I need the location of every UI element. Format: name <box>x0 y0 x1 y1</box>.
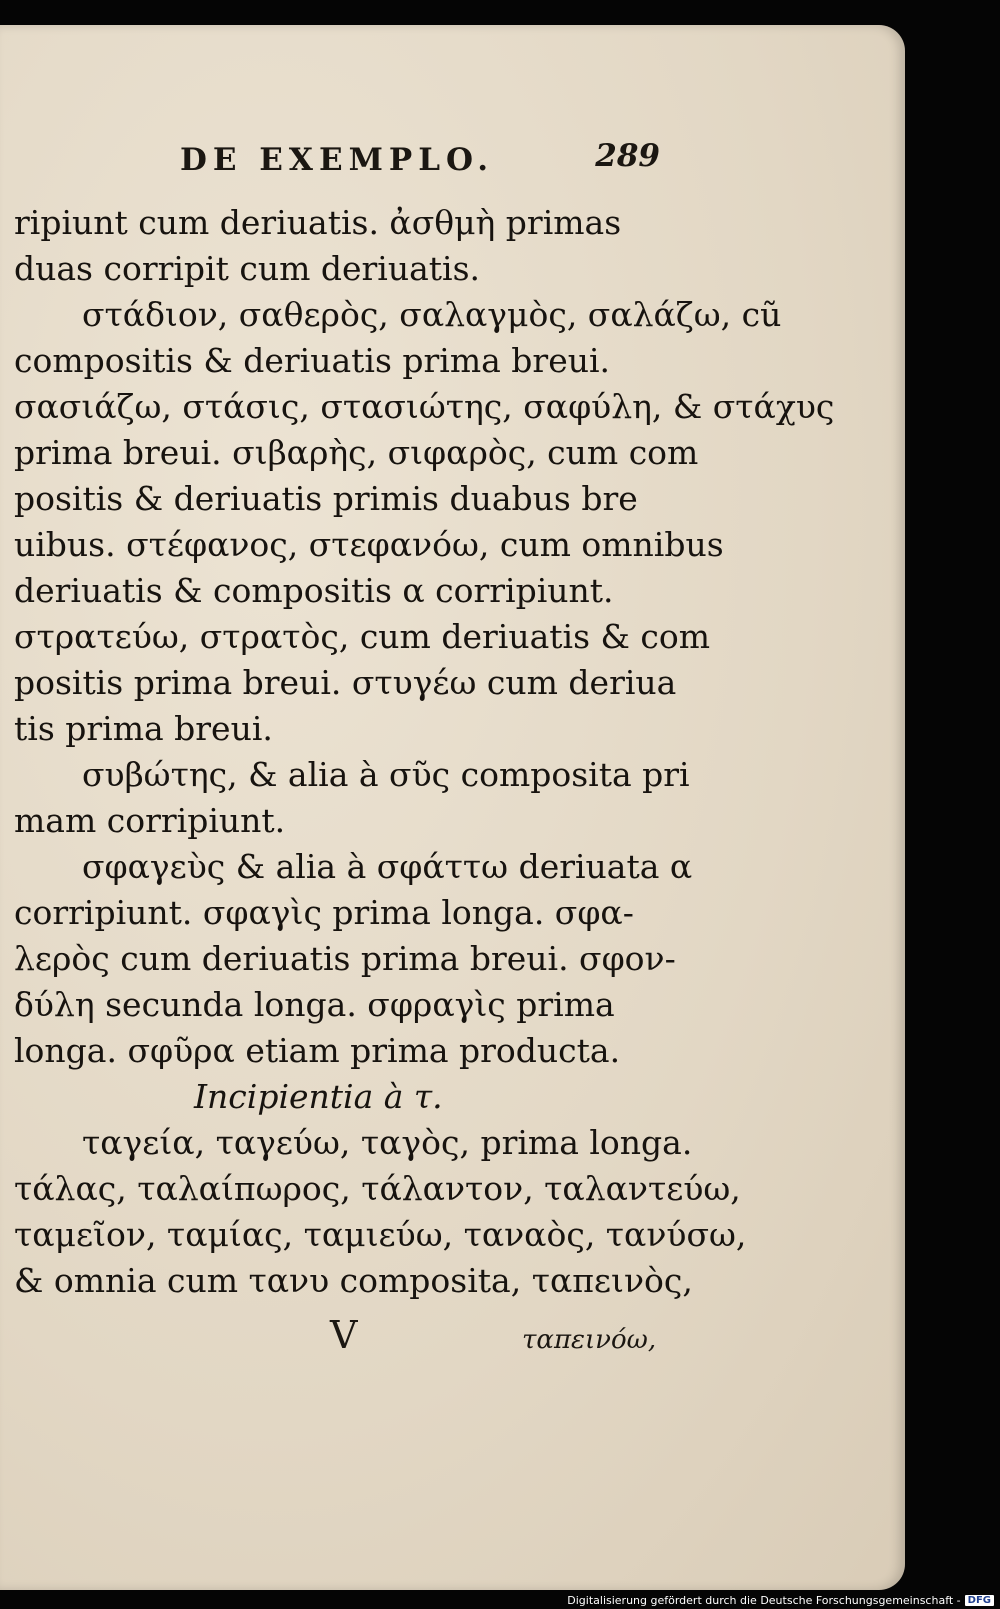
text-line: λερὸς cum deriuatis prima breui. σφον- <box>14 939 676 978</box>
text-line: longa. σφῦρα etiam prima producta. <box>14 1031 621 1070</box>
text-line: uibus. στέφανος, στεφανόω, cum omnibus <box>14 525 724 564</box>
credit-text: Digitalisierung gefördert durch die Deutsche Forschungsgemeinschaft - <box>567 1594 961 1607</box>
text-line: deriuatis & compositis α corripiunt. <box>14 571 614 610</box>
running-title: DE EXEMPLO. <box>180 142 495 178</box>
text-line: στάδιον, σαθερὸς, σαλαγμὸς, σαλάζω, cũ <box>82 295 782 334</box>
text-line: ταμεῖον, ταμίας, ταμιεύω, ταναὸς, τανύσω, <box>14 1215 747 1254</box>
text-line: prima breui. σιβαρὴς, σιφαρὸς, cum com <box>14 433 699 472</box>
body-text <box>14 200 835 1304</box>
text-line: δύλη secunda longa. σφραγὶς prima <box>14 985 615 1024</box>
book-page <box>0 25 905 1590</box>
text-line: σφαγεὺς & alia à σφάττω deriuata α <box>82 847 693 886</box>
text-line: τάλας, ταλαίπωρος, τάλαντον, ταλαντεύω, <box>14 1169 741 1208</box>
text-line: duas corripit cum deriuatis. <box>14 249 481 288</box>
text-line: σασιάζω, στάσις, στασιώτης, σαφύλη, & στάχυς <box>14 387 835 426</box>
text-line: ripiunt cum deriuatis. ἀσθμὴ primas <box>14 203 622 242</box>
text-line: & omnia cum τανυ composita, ταπεινὸς, <box>14 1261 693 1300</box>
text-line: ταγεία, ταγεύω, ταγὸς, prima longa. <box>82 1123 693 1162</box>
text-line: tis prima breui. <box>14 709 273 748</box>
signature-mark: V <box>330 1313 358 1357</box>
dfg-logo: DFG <box>965 1595 994 1606</box>
text-line: mam corripiunt. <box>14 801 286 840</box>
page-header <box>180 138 660 192</box>
page-number: 289 <box>595 138 660 174</box>
text-line: corripiunt. σφαγὶς prima longa. σφα- <box>14 893 634 932</box>
text-line: στρατεύω, στρατὸς, cum deriuatis & com <box>14 617 710 656</box>
text-line: συβώτης, & alia à σῦς composita pri <box>82 755 690 794</box>
text-line: positis prima breui. στυγέω cum deriua <box>14 663 677 702</box>
text-line: compositis & deriuatis prima breui. <box>14 341 611 380</box>
text-line: positis & deriuatis primis duabus bre <box>14 479 638 518</box>
section-heading: Incipientia à τ. <box>194 1077 443 1116</box>
catchword: ταπεινόω, <box>522 1325 657 1355</box>
digitization-credit <box>567 1594 994 1607</box>
